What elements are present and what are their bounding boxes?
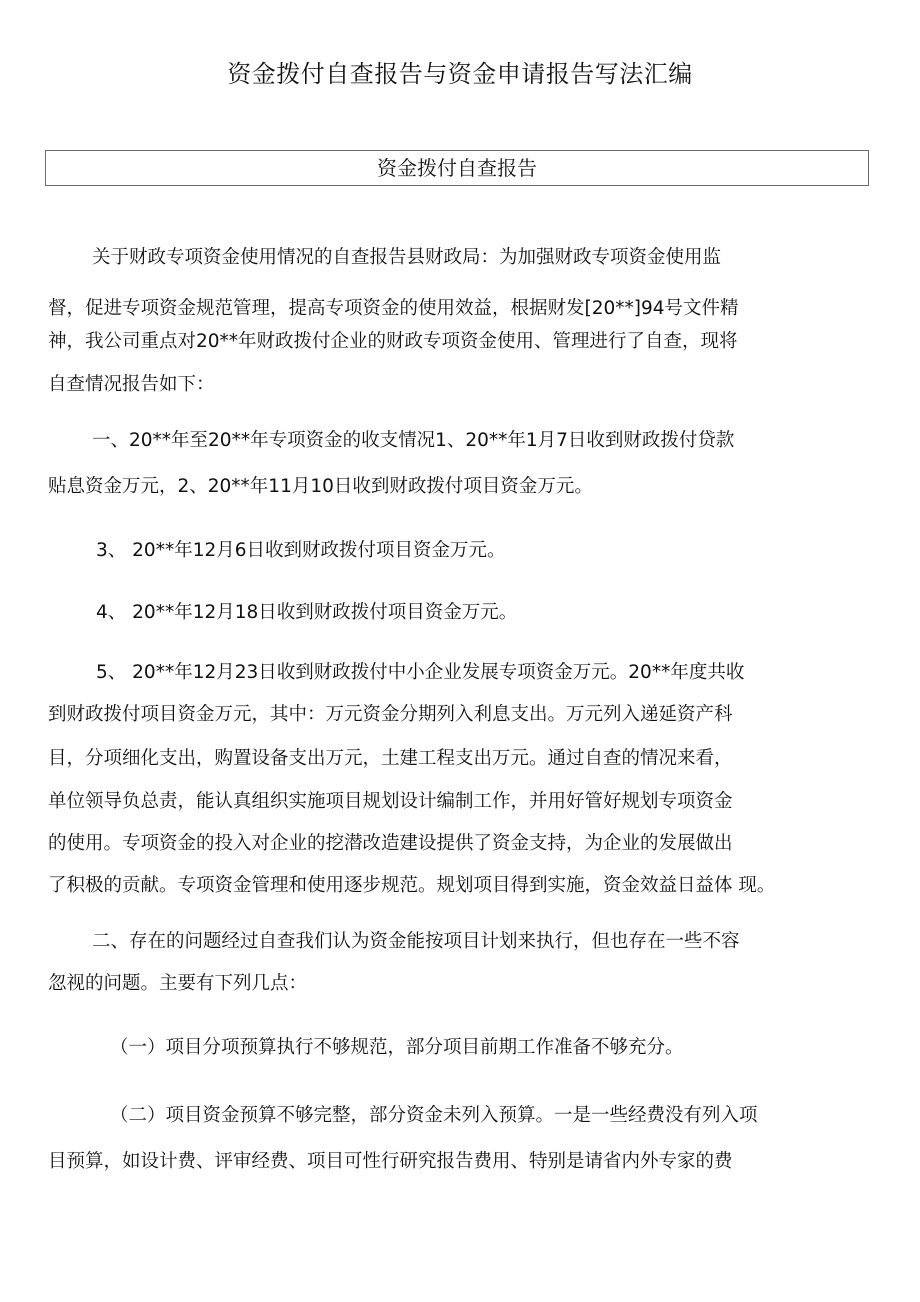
text-line: 贴息资金万元，2、20**年11月10日收到财政拨付项目资金万元。 [48, 476, 593, 497]
text-line: 了积极的贡献。专项资金管理和使用逐步规范。规划项目得到实施，资金效益日益体 现。 [48, 875, 776, 896]
text-line: 一、20**年至20**年专项资金的收支情况1、20**年1月7日收到财政拨付贷款 [92, 430, 735, 451]
text-line: 神，我公司重点对20**年财政拨付企业的财政专项资金使用、管理进行了自查，现将 [48, 331, 738, 352]
text-line: 的使用。专项资金的投入对企业的挖潜改造建设提供了资金支持，为企业的发展做出 [48, 833, 733, 854]
text-line: 4、 20**年12月18日收到财政拨付项目资金万元。 [96, 602, 518, 623]
text-line: （二）项目资金预算不够完整，部分资金未列入预算。一是一些经费没有列入项 [110, 1105, 758, 1126]
text-line: 目，分项细化支出，购置设备支出万元，土建工程支出万元。通过自查的情况来看， [48, 748, 733, 769]
text-line: 二、存在的问题经过自查我们认为资金能按项目计划来执行，但也存在一些不容 [92, 931, 740, 952]
text-line: 目预算，如设计费、评审经费、项目可性行研究报告费用、特别是请省内外专家的费 [48, 1151, 733, 1172]
text-line: 自查情况报告如下： [48, 374, 215, 395]
text-line: 到财政拨付项目资金万元，其中：万元资金分期列入利息支出。万元列入递延资产科 [48, 704, 733, 725]
section-heading-box [45, 150, 869, 186]
text-line: 忽视的问题。主要有下列几点： [48, 973, 308, 994]
document-title: 资金拨付自查报告与资金申请报告写法汇编 [227, 60, 693, 88]
section-heading: 资金拨付自查报告 [377, 156, 537, 180]
text-line: 3、 20**年12月6日收到财政拨付项目资金万元。 [96, 540, 506, 561]
text-line: （一）项目分项预算执行不够规范，部分项目前期工作准备不够充分。 [110, 1037, 684, 1058]
text-line: 单位领导负总责，能认真组织实施项目规划设计编制工作，并用好管好规划专项资金 [48, 791, 733, 812]
text-line: 关于财政专项资金使用情况的自查报告县财政局：为加强财政专项资金使用监 [92, 247, 722, 268]
text-line: 督，促进专项资金规范管理，提高专项资金的使用效益，根据财发[20**]94号文件精 [48, 298, 739, 319]
text-line: 5、 20**年12月23日收到财政拨付中小企业发展专项资金万元。20**年度共收 [96, 662, 745, 683]
